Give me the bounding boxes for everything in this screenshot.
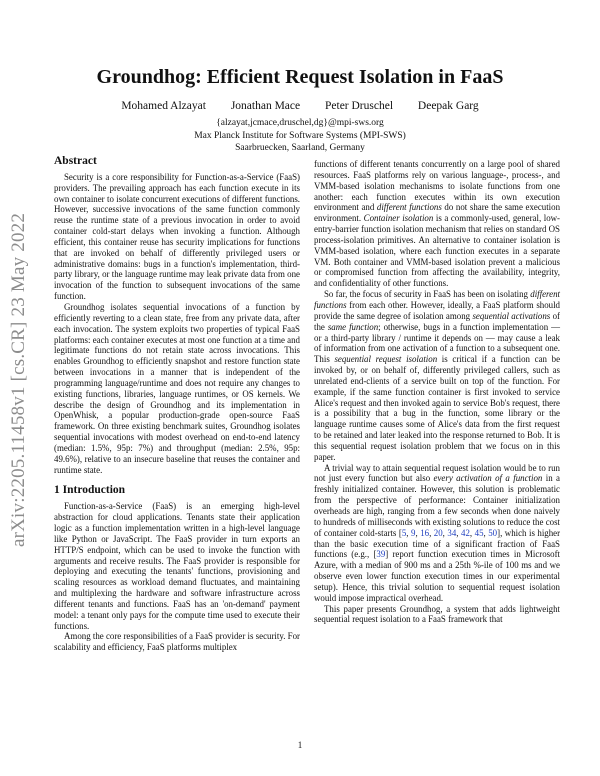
- citation-link[interactable]: 16: [420, 527, 430, 538]
- body-paragraph: This paper presents Groundhog, a system that adds lightweight sequential request isolation to a FaaS framework that: [314, 603, 560, 625]
- abstract-paragraph: Security is a core responsibility for Function-as-a-Service (FaaS) providers. The prevailing approach has each function execute in its own container to isolate concurrent executions of different functions. However, successive invocations of the same function commonly reuse the runtime state of a previous invocation in order to avoid container cold-start delays when invoking a function. Although efficient, this container reuse has security implications for functions that are invoked on behalf of differently privileged users or administrative domains: bugs in a function's implementation, third-party library, or the language runtime may leak private data from one invocation of the function to subsequent invocations of the same function.: [54, 171, 300, 302]
- citation-link[interactable]: 39: [376, 549, 386, 560]
- intro-paragraph: Function-as-a-Service (FaaS) is an emerging high-level abstraction for cloud applications. Tenants state their application logic as a function implementation written in a high-level language like Python or JavaScript. The FaaS provider in turn exports an HTTP/S endpoint, which can be used to invoke the function with arguments and receive results. The FaaS provider is responsible for deploying and executing the tenants' functions, provisioning and scaling resources as workload demand fluctuates, and maintaining and multiplexing the hardware and software infrastructure across different tenants and functions. FaaS has an 'on-demand' payment model: a tenant only pays for the compute time used to execute their functions.: [54, 501, 300, 631]
- left-column: [54, 156, 300, 653]
- arxiv-watermark: [4, 170, 34, 590]
- intro-paragraph: Among the core responsibilities of a FaaS provider is security. For scalability and efficiency, FaaS platforms multiplex: [54, 631, 300, 653]
- author-name: Mohamed Alzayat: [121, 100, 206, 112]
- author-name: Deepak Garg: [417, 100, 479, 112]
- author-name: Jonathan Mace: [230, 100, 301, 112]
- citation-link[interactable]: 5: [401, 527, 407, 538]
- citation-link[interactable]: 42: [461, 527, 470, 538]
- author-list: [0, 100, 600, 112]
- institute-name: Max Planck Institute for Software Systems (MPI-SWS): [194, 130, 406, 141]
- citation-link[interactable]: 9: [411, 527, 416, 538]
- body-paragraph: A trivial way to attain sequential request isolation would be to run not just every function but also every activation of a function in a freshly initialized container. However, this solution is problematic from the perspective of performance: Container initialization overheads are high, ranging from a few seconds when done naively to hundreds of milliseconds with existing solutions to reduce the cost of container cold-starts [5, 9, 16, 20, 34, 42, 45, 50], which is higher than the basic execution time of a significant fraction of FaaS functions (e.g., [39] report function execution times in Microsoft Azure, with a median of 900 ms and a 25th %-ile of 100 ms and we observe even lower function execution times in our experimental setup). Hence, this trivial solution to sequential request isolation would impose impractical overhead.: [314, 462, 561, 603]
- section-heading-introduction: 1 Introduction: [54, 484, 126, 497]
- citation-link[interactable]: 50: [488, 527, 498, 538]
- citation-link[interactable]: 20: [433, 527, 443, 538]
- citation-link[interactable]: 45: [474, 527, 484, 538]
- page-number: 1: [297, 740, 303, 750]
- arxiv-id: arXiv:2205.11458v1 [cs.CR] 23 May 2022: [8, 212, 29, 548]
- paper-title: Groundhog: Efficient Request Isolation in FaaS: [96, 66, 504, 88]
- abstract-paragraph: Groundhog isolates sequential invocations of a function by efficiently reverting to a clean state, free from any private data, after each invocation. The system exploits two properties of typical FaaS platforms: each container executes at most one function at a time and legitimate functions do not retain state across invocations. This enables Groundhog to efficiently snapshot and restore function state between invocations in a manner that is independent of the programming language/runtime and does not require any changes to existing functions, libraries, language runtimes, or OS kernels. We describe the design of Groundhog and its implementation in OpenWhisk, a popular production-grade open-source FaaS framework. On three existing benchmark suites, Groundhog isolates sequential invocations with modest overhead on end-to-end latency (median: 1.5%, 95p: 7%) and throughput (median: 2.5%, 95p: 49.6%), relative to an insecure baseline that reuses the container and runtime state.: [54, 301, 300, 475]
- right-column: [314, 159, 560, 625]
- institute-location: Saarbruecken, Saarland, Germany: [235, 143, 365, 153]
- abstract-heading: Abstract: [54, 155, 97, 167]
- citation-link[interactable]: 34: [447, 527, 457, 538]
- body-paragraph: So far, the focus of security in FaaS has been on isolating different functions from each other. However, ideally, a FaaS platform should provide the same degree of isolation among sequential activations of the same function; otherwise, bugs in a function implementation — or a third-party library / runtime it depends on — may cause a leak of information from one activation of a function to a subsequent one. This sequential request isolation is critical if a function can be invoked by, or on behalf of, differently privileged callers, such as unrelated end-clients of a service built on top of the function. For example, if the same function container is first invoked to service Alice's request and then invoked again to service Bob's request, there is a possibility that a bug in the function, some library or the language runtime causes some of Alice's data from the first request to be retained and later leaked into the response returned to Bob. It is this sequential request isolation problem that we focus on in this paper.: [314, 289, 561, 462]
- author-emails: {alzayat,jcmace,druschel,dg}@mpi-sws.org: [216, 118, 384, 128]
- author-name: Peter Druschel: [325, 100, 394, 112]
- body-paragraph: functions of different tenants concurrently on a large pool of shared resources. FaaS platforms rely on various language-, process-, and VMM-based isolation mechanisms to isolate functions from one another: each function executes within its own execution environment and different functions do not share the same execution environment. Container isolation is a commonly-used, general, low-entry-barrier function isolation mechanism that relies on standard OS process-isolation primitives. An alternative to container isolation is VMM-based isolation, where each function executes in a separate VM. Both container and VMM-based isolation prevent a malicious or compromised function from affecting the availability, integrity, and confidentiality of other functions.: [314, 159, 561, 289]
- affiliation-block: [0, 117, 600, 155]
